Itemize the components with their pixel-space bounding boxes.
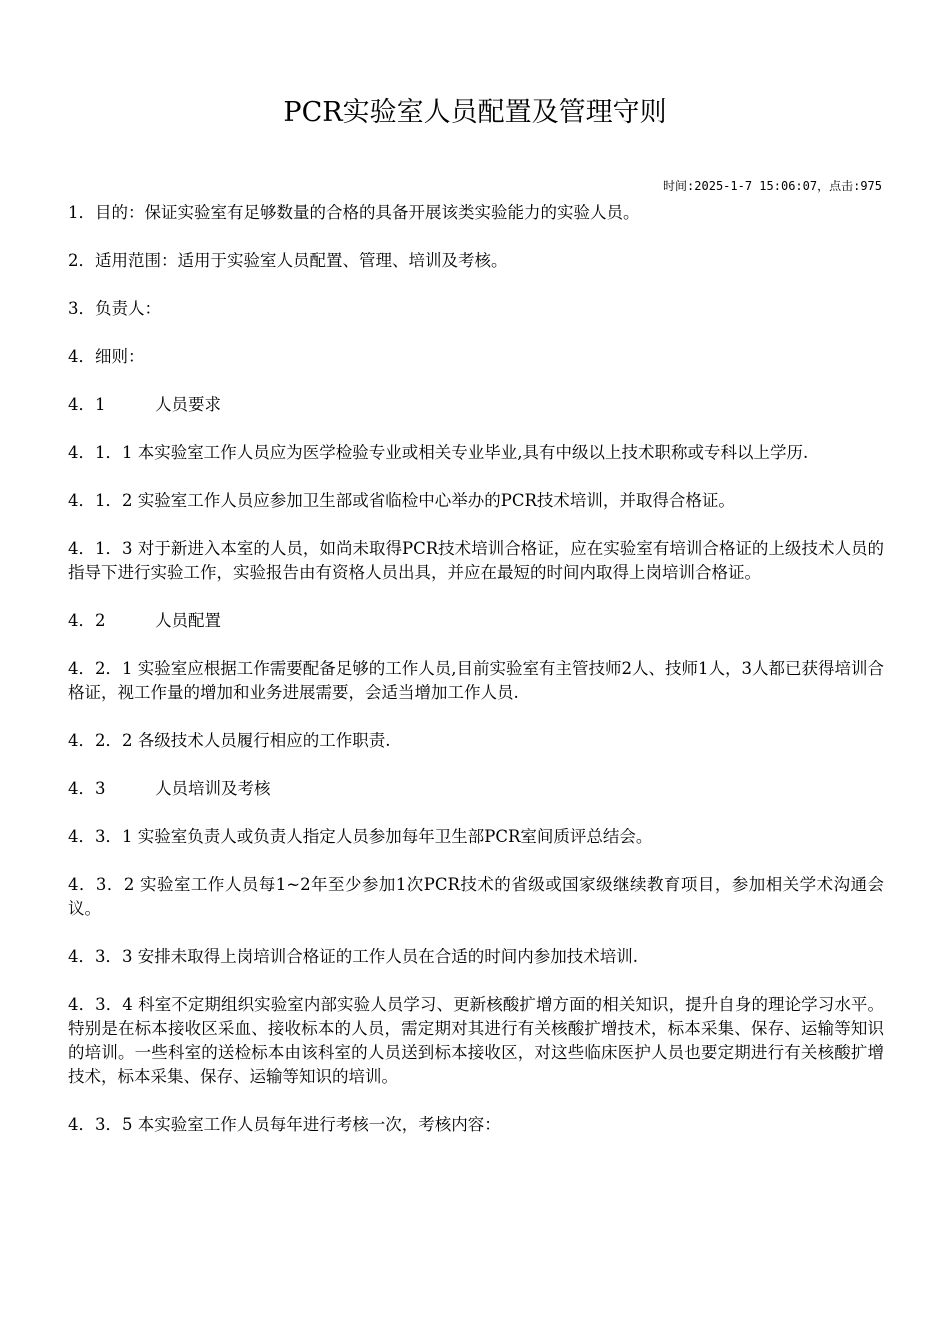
paragraph-4-3-3: 4．3．3 安排未取得上岗培训合格证的工作人员在合适的时间内参加技术培训. (68, 947, 638, 966)
document-body (68, 201, 884, 1161)
paragraph-4-2-1: 4．2．1 实验室应根据工作需要配备足够的工作人员,目前实验室有主管技师2人、技师1人，3人都已获得培训合格证，视工作量的增加和业务进展需要，会适当增加工作人员. (68, 659, 884, 702)
section-heading-requirements: 4．1 人员要求 (68, 395, 221, 414)
paragraph-purpose: 1．目的：保证实验室有足够数量的合格的具备开展该类实验能力的实验人员。 (68, 203, 640, 222)
meta-line: 时间:2025-1-7 15:06:07，点击:975 (663, 179, 882, 193)
paragraph-4-3-5: 4．3．5 本实验室工作人员每年进行考核一次，考核内容： (68, 1115, 501, 1134)
paragraph-4-2-2: 4．2．2 各级技术人员履行相应的工作职责. (68, 731, 391, 750)
section-heading-staffing: 4．2 人员配置 (68, 611, 221, 630)
paragraph-4-3-2: 4．3．2 实验室工作人员每1~2年至少参加1次PCR技术的省级或国家级继续教育项目，参加相关学术沟通会议。 (68, 875, 884, 918)
paragraph-scope: 2．适用范围：适用于实验室人员配置、管理、培训及考核。 (68, 251, 508, 270)
page-title: PCR实验室人员配置及管理守则 (283, 97, 667, 128)
paragraph-4-1-2: 4．1．2 实验室工作人员应参加卫生部或省临检中心举办的PCR技术培训，并取得合格证。 (68, 491, 735, 510)
paragraph-4-1-3: 4．1．3 对于新进入本室的人员，如尚未取得PCR技术培训合格证，应在实验室有培训合格证的上级技术人员的指导下进行实验工作，实验报告由有资格人员出具，并应在最短的时间内取得上岗培训合格证。 (68, 539, 884, 582)
paragraph-4-3-4: 4．3．4 科室不定期组织实验室内部实验人员学习、更新核酸扩增方面的相关知识，提升自身的理论学习水平。特别是在标本接收区采血、接收标本的人员，需定期对其进行有关核酸扩增技术，标本采集、保存、运输等知识的培训。一些科室的送检标本由该科室的人员送到标本接收区，对这些临床医护人员也要定期进行有关核酸扩增技术，标本采集、保存、运输等知识的培训。 (68, 995, 884, 1086)
paragraph-rules: 4．细则： (68, 347, 145, 366)
paragraph-owner: 3．负责人： (68, 299, 161, 318)
paragraph-4-1-1: 4．1．1 本实验室工作人员应为医学检验专业或相关专业毕业,具有中级以上技术职称或专科以上学历. (68, 443, 809, 462)
paragraph-4-3-1: 4．3．1 实验室负责人或负责人指定人员参加每年卫生部PCR室间质评总结会。 (68, 827, 653, 846)
section-heading-training: 4．3 人员培训及考核 (68, 779, 271, 798)
